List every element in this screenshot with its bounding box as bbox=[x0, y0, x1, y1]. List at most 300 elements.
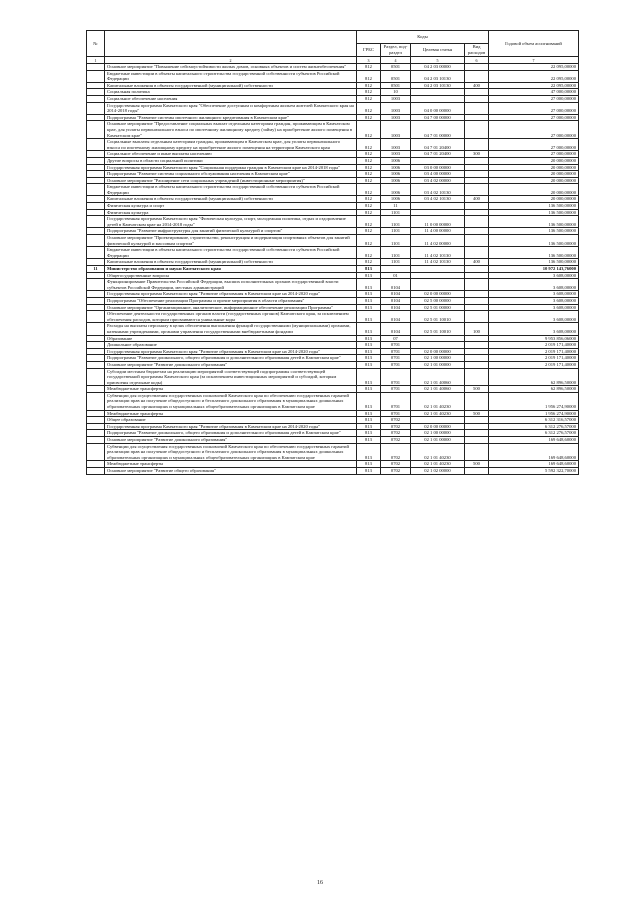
col-number: 4 bbox=[381, 57, 411, 64]
row-name: Основное мероприятие "Предоставление социальных выплат отдельным категориям граждан, проживающим в Камчатском крае, для уплаты первоначального взноса по ипотечному жилищному кредиту (займу) на приобретение жилого помещения в Камчатском крае" bbox=[105, 121, 357, 139]
row-target-article: 11 4 00 00000 bbox=[411, 228, 465, 235]
row-grbs: 813 bbox=[357, 430, 381, 437]
row-target-article bbox=[411, 272, 465, 279]
row-grbs: 812 bbox=[357, 114, 381, 121]
row-name: Дошкольное образование bbox=[105, 342, 357, 349]
table-row bbox=[87, 291, 579, 298]
row-expense-type: 400 bbox=[465, 259, 489, 266]
row-grbs: 813 bbox=[357, 461, 381, 468]
row-name: Другие вопросы в области социальной политики bbox=[105, 157, 357, 164]
row-razdel: 0104 bbox=[381, 311, 411, 323]
col-number: 6 bbox=[465, 57, 489, 64]
table-row bbox=[87, 443, 579, 461]
row-name: Субсидии местным бюджетам на реализацию мероприятий соответствующей подпрограммы соответствующей государственной программы Камчатского края (за исключением инвестиционных мероприятий и субсидий, которым присвоены отдельные коды) bbox=[105, 368, 357, 386]
row-expense-type bbox=[465, 342, 489, 349]
row-name: Подпрограмма "Обеспечение реализации Программы и прочие мероприятия в области образования" bbox=[105, 297, 357, 304]
row-expense-type bbox=[465, 228, 489, 235]
header-vr: Вид расходов bbox=[465, 44, 489, 57]
row-target-article bbox=[411, 95, 465, 102]
row-grbs: 812 bbox=[357, 259, 381, 266]
row-amount: 62 896,50000 bbox=[489, 386, 579, 393]
row-number bbox=[87, 323, 105, 335]
row-target-article: 02 5 01 00000 bbox=[411, 304, 465, 311]
row-target-article: 03 0 00 00000 bbox=[411, 164, 465, 171]
row-grbs: 813 bbox=[357, 311, 381, 323]
table-row bbox=[87, 348, 579, 355]
row-grbs: 813 bbox=[357, 323, 381, 335]
row-grbs: 812 bbox=[357, 196, 381, 203]
row-amount: 1 956 274,90000 bbox=[489, 410, 579, 417]
row-target-article: 02 1 00 00000 bbox=[411, 430, 465, 437]
row-name: Социальное обеспечение населения bbox=[105, 95, 357, 102]
row-number bbox=[87, 89, 105, 96]
row-name: Межбюджетные трансферты bbox=[105, 461, 357, 468]
row-expense-type bbox=[465, 70, 489, 82]
table-row bbox=[87, 355, 579, 362]
row-expense-type bbox=[465, 171, 489, 178]
row-razdel: 1003 bbox=[381, 95, 411, 102]
row-target-article: 02 0 00 00000 bbox=[411, 423, 465, 430]
row-amount: 136 500,00000 bbox=[489, 247, 579, 259]
table-row bbox=[87, 209, 579, 216]
row-number bbox=[87, 216, 105, 228]
row-name: Общегосударственные вопросы bbox=[105, 272, 357, 279]
row-amount: 5 592 322,70000 bbox=[489, 468, 579, 475]
table-row bbox=[87, 139, 579, 151]
row-number: 11 bbox=[87, 266, 105, 273]
row-target-article: 03 4 00 00000 bbox=[411, 171, 465, 178]
row-name: Подпрограмма "Развитие системы социального обслуживания населения в Камчатском крае" bbox=[105, 171, 357, 178]
table-row bbox=[87, 461, 579, 468]
row-expense-type bbox=[465, 392, 489, 410]
row-number bbox=[87, 297, 105, 304]
row-grbs: 813 bbox=[357, 304, 381, 311]
row-number bbox=[87, 209, 105, 216]
row-amount: 20 000,00000 bbox=[489, 196, 579, 203]
table-row bbox=[87, 311, 579, 323]
row-razdel: 1003 bbox=[381, 151, 411, 158]
header-csr: Целевая статья bbox=[411, 44, 465, 57]
row-razdel: 0104 bbox=[381, 323, 411, 335]
row-grbs: 813 bbox=[357, 443, 381, 461]
row-name: Капитальные вложения в объекты государственной (муниципальной) собственности bbox=[105, 82, 357, 89]
row-target-article bbox=[411, 203, 465, 210]
row-amount: 2 019 171,40000 bbox=[489, 355, 579, 362]
row-razdel: 0702 bbox=[381, 423, 411, 430]
row-expense-type bbox=[465, 430, 489, 437]
row-number bbox=[87, 139, 105, 151]
header-num: № bbox=[87, 31, 105, 57]
row-number bbox=[87, 95, 105, 102]
row-amount: 136 500,00000 bbox=[489, 209, 579, 216]
table-row bbox=[87, 82, 579, 89]
row-target-article: 11 4 02 00000 bbox=[411, 235, 465, 247]
row-amount: 3 608,00000 bbox=[489, 311, 579, 323]
row-razdel: 1101 bbox=[381, 235, 411, 247]
row-expense-type bbox=[465, 184, 489, 196]
row-razdel: 1101 bbox=[381, 216, 411, 228]
row-number bbox=[87, 361, 105, 368]
row-name: Физическая культура bbox=[105, 209, 357, 216]
row-number bbox=[87, 437, 105, 444]
row-amount: 3 608,00000 bbox=[489, 272, 579, 279]
row-expense-type bbox=[465, 114, 489, 121]
row-target-article: 11 4 02 10130 bbox=[411, 247, 465, 259]
row-grbs: 813 bbox=[357, 335, 381, 342]
row-number bbox=[87, 228, 105, 235]
row-grbs: 813 bbox=[357, 355, 381, 362]
row-razdel: 0702 bbox=[381, 468, 411, 475]
table-row bbox=[87, 423, 579, 430]
row-amount: 22 095,00000 bbox=[489, 70, 579, 82]
row-name: Социальная политика bbox=[105, 89, 357, 96]
row-grbs: 813 bbox=[357, 272, 381, 279]
row-amount: 20 000,00000 bbox=[489, 157, 579, 164]
row-number bbox=[87, 461, 105, 468]
row-expense-type: 300 bbox=[465, 151, 489, 158]
row-razdel: 0701 bbox=[381, 348, 411, 355]
row-name: Подпрограмма "Развитие системы ипотечного жилищного кредитования в Камчатском крае" bbox=[105, 114, 357, 121]
row-target-article: 02 1 01 40230 bbox=[411, 443, 465, 461]
row-amount: 1 956 274,90000 bbox=[489, 392, 579, 410]
row-target-article: 04 7 01 20400 bbox=[411, 139, 465, 151]
row-razdel: 1101 bbox=[381, 259, 411, 266]
row-grbs: 812 bbox=[357, 203, 381, 210]
row-name: Государственная программа Камчатского края "Развитие образования в Камчатском крае на 2014-2020 годы" bbox=[105, 348, 357, 355]
row-razdel: 1006 bbox=[381, 177, 411, 184]
row-number bbox=[87, 157, 105, 164]
table-row bbox=[87, 95, 579, 102]
row-expense-type bbox=[465, 121, 489, 139]
row-grbs: 813 bbox=[357, 291, 381, 298]
row-number bbox=[87, 311, 105, 323]
row-name: Государственная программа Камчатского края "Социальная поддержка граждан в Камчатском крае на 2014-2018 годы" bbox=[105, 164, 357, 171]
row-amount: 6 312 276,57000 bbox=[489, 423, 579, 430]
row-grbs: 812 bbox=[357, 171, 381, 178]
table-row bbox=[87, 323, 579, 335]
table-row bbox=[87, 272, 579, 279]
row-target-article: 04 2 03 10130 bbox=[411, 82, 465, 89]
table-row bbox=[87, 228, 579, 235]
row-grbs: 813 bbox=[357, 348, 381, 355]
row-amount: 27 000,00000 bbox=[489, 114, 579, 121]
table-row bbox=[87, 342, 579, 349]
row-razdel: 1003 bbox=[381, 102, 411, 114]
budget-table-sheet bbox=[86, 30, 578, 475]
row-number bbox=[87, 304, 105, 311]
row-expense-type bbox=[465, 348, 489, 355]
row-grbs: 813 bbox=[357, 417, 381, 424]
table-row bbox=[87, 468, 579, 475]
row-number bbox=[87, 279, 105, 291]
table-row bbox=[87, 392, 579, 410]
header-name bbox=[105, 31, 357, 57]
row-razdel: 0104 bbox=[381, 297, 411, 304]
row-grbs: 812 bbox=[357, 102, 381, 114]
row-expense-type bbox=[465, 437, 489, 444]
row-target-article: 02 1 01 40060 bbox=[411, 368, 465, 386]
row-target-article: 02 0 00 00000 bbox=[411, 348, 465, 355]
row-grbs: 813 bbox=[357, 342, 381, 349]
row-name: Подпрограмма "Развитие дошкольного, общего образования и дополнительного образования детей в Камчатском крае" bbox=[105, 355, 357, 362]
row-target-article bbox=[411, 266, 465, 273]
row-razdel: 1101 bbox=[381, 228, 411, 235]
table-row bbox=[87, 151, 579, 158]
row-amount: 2 019 171,40000 bbox=[489, 342, 579, 349]
row-amount: 62 896,50000 bbox=[489, 368, 579, 386]
row-razdel: 1003 bbox=[381, 114, 411, 121]
row-razdel: 0702 bbox=[381, 437, 411, 444]
table-row bbox=[87, 114, 579, 121]
row-name: Министерство образования и науки Камчатского края bbox=[105, 266, 357, 273]
row-name: Основное мероприятие "Повышение сейсмоустойчивости жилых домов, основных объектов и систем жизнеобеспечения" bbox=[105, 64, 357, 71]
row-amount: 27 000,00000 bbox=[489, 151, 579, 158]
row-amount: 27 000,00000 bbox=[489, 139, 579, 151]
row-name: Основное мероприятие "Развитие общего образования" bbox=[105, 468, 357, 475]
col-number: 1 bbox=[87, 57, 105, 64]
row-target-article: 04 0 00 00000 bbox=[411, 102, 465, 114]
row-target-article: 02 5 01 10010 bbox=[411, 323, 465, 335]
row-razdel: 0104 bbox=[381, 291, 411, 298]
row-expense-type bbox=[465, 95, 489, 102]
row-razdel: 0701 bbox=[381, 410, 411, 417]
budget-table bbox=[86, 30, 579, 475]
row-number bbox=[87, 177, 105, 184]
table-row bbox=[87, 266, 579, 273]
row-number bbox=[87, 247, 105, 259]
row-razdel: 01 bbox=[381, 272, 411, 279]
row-target-article bbox=[411, 335, 465, 342]
row-number bbox=[87, 417, 105, 424]
row-grbs: 812 bbox=[357, 157, 381, 164]
row-target-article: 03 4 02 00000 bbox=[411, 177, 465, 184]
row-number bbox=[87, 121, 105, 139]
table-row bbox=[87, 203, 579, 210]
row-target-article: 04 2 03 10130 bbox=[411, 70, 465, 82]
row-target-article: 11 4 02 10130 bbox=[411, 259, 465, 266]
table-row bbox=[87, 437, 579, 444]
row-expense-type bbox=[465, 216, 489, 228]
row-razdel bbox=[381, 266, 411, 273]
row-name: Физическая культура и спорт bbox=[105, 203, 357, 210]
row-grbs: 812 bbox=[357, 228, 381, 235]
row-number bbox=[87, 335, 105, 342]
row-amount: 136 500,00000 bbox=[489, 216, 579, 228]
row-number bbox=[87, 164, 105, 171]
row-razdel: 11 bbox=[381, 203, 411, 210]
row-target-article bbox=[411, 417, 465, 424]
row-amount: 20 000,00000 bbox=[489, 184, 579, 196]
row-razdel: 1101 bbox=[381, 247, 411, 259]
row-razdel: 0701 bbox=[381, 342, 411, 349]
row-number bbox=[87, 430, 105, 437]
col-number: 3 bbox=[357, 57, 381, 64]
row-name: Межбюджетные трансферты bbox=[105, 410, 357, 417]
table-row bbox=[87, 164, 579, 171]
row-target-article bbox=[411, 89, 465, 96]
row-name: Субвенции для осуществления государственных полномочий Камчатского края по обеспечению государственных гарантий реализации прав на получение общедоступного и бесплатного дошкольного образования в муниципальных дошкольных образовательных организациях и муниципальных общеобразовательных организациях в Камчатском крае bbox=[105, 392, 357, 410]
row-target-article: 04 7 01 00000 bbox=[411, 121, 465, 139]
row-target-article: 02 1 02 00000 bbox=[411, 468, 465, 475]
row-razdel: 0501 bbox=[381, 64, 411, 71]
row-amount: 20 000,00000 bbox=[489, 177, 579, 184]
table-row bbox=[87, 361, 579, 368]
row-target-article: 03 4 02 10130 bbox=[411, 184, 465, 196]
row-target-article: 03 4 02 10130 bbox=[411, 196, 465, 203]
row-target-article bbox=[411, 279, 465, 291]
table-row bbox=[87, 304, 579, 311]
row-target-article: 02 1 01 40060 bbox=[411, 386, 465, 393]
row-expense-type bbox=[465, 89, 489, 96]
row-grbs: 812 bbox=[357, 164, 381, 171]
row-name: Подпрограмма "Развитие дошкольного, общего образования и дополнительного образования детей в Камчатском крае" bbox=[105, 430, 357, 437]
table-row bbox=[87, 279, 579, 291]
row-name: Функционирование Правительства Российской Федерации, высших исполнительных органов государственной власти субъектов Российской Федерации, местных администраций bbox=[105, 279, 357, 291]
row-name: Государственная программа Камчатского края "Развитие образования в Камчатском крае на 2014-2020 годы" bbox=[105, 423, 357, 430]
row-expense-type bbox=[465, 417, 489, 424]
row-name: Субвенции для осуществления государственных полномочий Камчатского края по обеспечению государственных гарантий реализации прав на получение общедоступного и бесплатного дошкольного образования в муниципальных дошкольных образовательных организациях и муниципальных общеобразовательных организациях в Камчатском крае bbox=[105, 443, 357, 461]
row-amount: 3 608,00000 bbox=[489, 304, 579, 311]
row-grbs: 813 bbox=[357, 297, 381, 304]
table-row bbox=[87, 410, 579, 417]
row-amount: 136 500,00000 bbox=[489, 203, 579, 210]
row-razdel: 1003 bbox=[381, 139, 411, 151]
table-row bbox=[87, 247, 579, 259]
row-number bbox=[87, 184, 105, 196]
row-name: Основное мероприятие "Развитие дошкольного образования" bbox=[105, 361, 357, 368]
row-name: Основное мероприятие "Расширение сети социальных учреждений (инвестиционные мероприятия)" bbox=[105, 177, 357, 184]
row-amount: 22 095,00000 bbox=[489, 82, 579, 89]
row-razdel: 0701 bbox=[381, 368, 411, 386]
row-grbs: 813 bbox=[357, 279, 381, 291]
row-grbs: 812 bbox=[357, 184, 381, 196]
header-grbs: ГРБС bbox=[357, 44, 381, 57]
row-razdel: 1006 bbox=[381, 171, 411, 178]
row-expense-type bbox=[465, 203, 489, 210]
row-number bbox=[87, 235, 105, 247]
row-number bbox=[87, 171, 105, 178]
row-expense-type: 500 bbox=[465, 461, 489, 468]
row-expense-type bbox=[465, 335, 489, 342]
table-row bbox=[87, 196, 579, 203]
row-grbs: 813 bbox=[357, 437, 381, 444]
row-amount: 27 000,00000 bbox=[489, 102, 579, 114]
row-expense-type bbox=[465, 164, 489, 171]
row-name: Государственная программа Камчатского края "Физическая культура, спорт, молодежная политика, отдых и оздоровление детей в Камчатском крае на 2014-2018 годы" bbox=[105, 216, 357, 228]
row-expense-type bbox=[465, 468, 489, 475]
row-razdel: 07 bbox=[381, 335, 411, 342]
row-razdel: 1003 bbox=[381, 121, 411, 139]
row-name: Государственная программа Камчатского края "Развитие образования в Камчатском крае на 2014-2020 годы" bbox=[105, 291, 357, 298]
table-row bbox=[87, 102, 579, 114]
row-target-article: 02 1 01 40230 bbox=[411, 461, 465, 468]
row-razdel: 0701 bbox=[381, 361, 411, 368]
row-razdel: 1101 bbox=[381, 209, 411, 216]
row-amount: 27 000,00000 bbox=[489, 95, 579, 102]
table-row bbox=[87, 235, 579, 247]
row-number bbox=[87, 348, 105, 355]
row-target-article: 02 0 00 00000 bbox=[411, 291, 465, 298]
row-expense-type bbox=[465, 291, 489, 298]
row-name: Межбюджетные трансферты bbox=[105, 386, 357, 393]
row-number bbox=[87, 392, 105, 410]
row-number bbox=[87, 102, 105, 114]
row-grbs: 813 bbox=[357, 423, 381, 430]
row-expense-type bbox=[465, 247, 489, 259]
row-grbs: 812 bbox=[357, 89, 381, 96]
row-expense-type bbox=[465, 311, 489, 323]
row-amount: 27 000,00000 bbox=[489, 121, 579, 139]
row-number bbox=[87, 410, 105, 417]
row-amount: 20 000,00000 bbox=[489, 171, 579, 178]
row-razdel: 0104 bbox=[381, 279, 411, 291]
row-razdel: 0701 bbox=[381, 392, 411, 410]
row-amount: 6 312 276,57000 bbox=[489, 430, 579, 437]
row-amount: 6 312 316,57000 bbox=[489, 417, 579, 424]
row-name: Основное мероприятие "Развитие дошкольного образования" bbox=[105, 437, 357, 444]
row-razdel: 0501 bbox=[381, 70, 411, 82]
row-target-article: 11 0 00 00000 bbox=[411, 216, 465, 228]
table-row bbox=[87, 216, 579, 228]
row-name: Расходы на выплаты персоналу в целях обеспечения выполнения функций государственными (муниципальными) органами, казенными учреждениями, органами управления государственными внебюджетными фондами bbox=[105, 323, 357, 335]
row-grbs: 813 bbox=[357, 368, 381, 386]
row-expense-type bbox=[465, 443, 489, 461]
row-number bbox=[87, 114, 105, 121]
table-row bbox=[87, 430, 579, 437]
row-expense-type bbox=[465, 272, 489, 279]
row-grbs: 812 bbox=[357, 64, 381, 71]
row-grbs: 812 bbox=[357, 139, 381, 151]
col-number: 5 bbox=[411, 57, 465, 64]
row-razdel: 0702 bbox=[381, 443, 411, 461]
row-amount: 169 648,60000 bbox=[489, 461, 579, 468]
row-number bbox=[87, 259, 105, 266]
table-row bbox=[87, 171, 579, 178]
row-grbs: 812 bbox=[357, 209, 381, 216]
row-name: Образование bbox=[105, 335, 357, 342]
row-grbs: 813 bbox=[357, 386, 381, 393]
row-number bbox=[87, 70, 105, 82]
row-amount: 3 608,00000 bbox=[489, 297, 579, 304]
table-row bbox=[87, 157, 579, 164]
row-name: Бюджетные инвестиции в объекты капитального строительства государственной собственности субъектов Российской Федерации bbox=[105, 184, 357, 196]
row-expense-type bbox=[465, 297, 489, 304]
row-razdel: 0702 bbox=[381, 417, 411, 424]
table-row bbox=[87, 297, 579, 304]
row-grbs: 812 bbox=[357, 216, 381, 228]
row-grbs: 812 bbox=[357, 82, 381, 89]
table-row bbox=[87, 368, 579, 386]
table-row bbox=[87, 177, 579, 184]
row-number bbox=[87, 368, 105, 386]
header-sum: Годовой объем ассигнований bbox=[489, 31, 579, 57]
row-razdel: 1006 bbox=[381, 184, 411, 196]
row-number bbox=[87, 196, 105, 203]
row-grbs: 812 bbox=[357, 121, 381, 139]
row-target-article: 02 1 01 40230 bbox=[411, 410, 465, 417]
row-razdel: 1006 bbox=[381, 164, 411, 171]
row-name: Подпрограмма "Развитие инфраструктуры для занятий физической культурой и спортом" bbox=[105, 228, 357, 235]
table-row bbox=[87, 386, 579, 393]
row-target-article: 02 1 01 00000 bbox=[411, 361, 465, 368]
row-target-article: 04 7 00 00000 bbox=[411, 114, 465, 121]
row-number bbox=[87, 82, 105, 89]
row-number bbox=[87, 443, 105, 461]
row-razdel: 1006 bbox=[381, 196, 411, 203]
table-row bbox=[87, 259, 579, 266]
row-name: Бюджетные инвестиции в объекты капитального строительства государственной собственности субъектов Российской Федерации bbox=[105, 70, 357, 82]
row-expense-type: 100 bbox=[465, 323, 489, 335]
